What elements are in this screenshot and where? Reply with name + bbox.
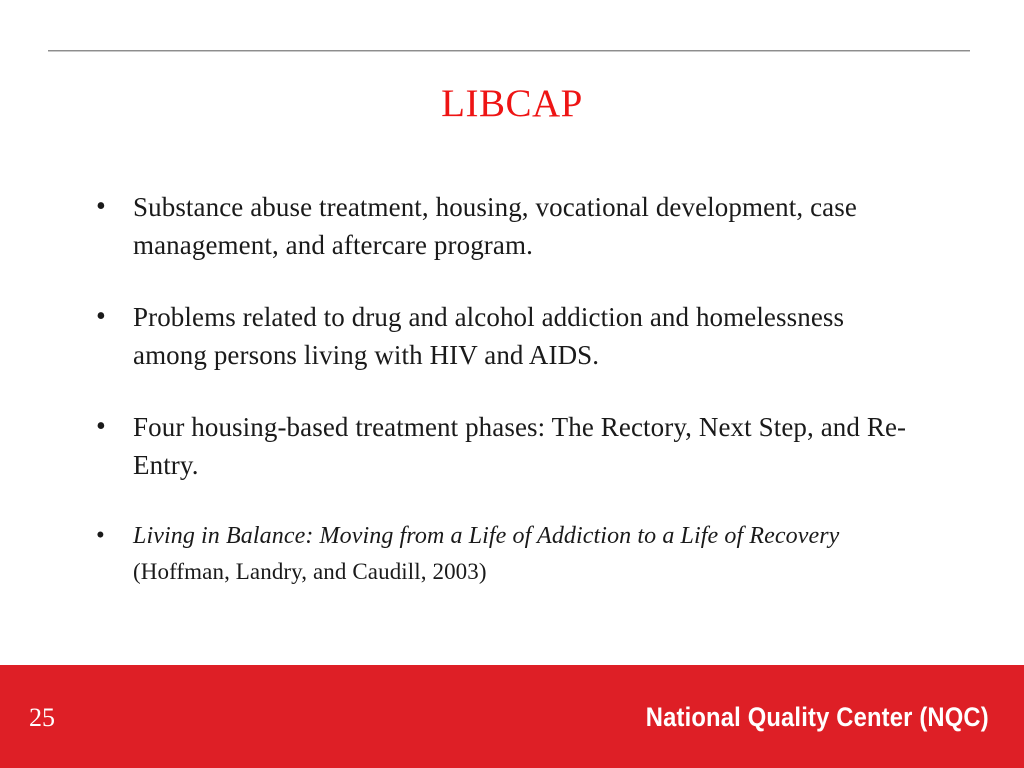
header-divider [48, 50, 970, 52]
page-number: 25 [29, 703, 55, 732]
reference-citation: (Hoffman, Landry, and Caudill, 2003) [133, 559, 487, 584]
reference-title: Living in Balance: Moving from a Life of Addiction to a Life of Recovery [133, 523, 840, 549]
list-item [88, 298, 918, 374]
list-item-text [133, 518, 918, 590]
list-item [88, 408, 918, 484]
bullet-marker-icon: • [96, 522, 105, 549]
list-item [88, 188, 918, 264]
bullet-list [88, 188, 918, 590]
list-item [88, 518, 918, 590]
organization-logo: National Quality Center (NQC) [645, 702, 989, 732]
list-item-text: Four housing-based treatment phases: The Rectory, Next Step, and Re-Entry. [133, 412, 907, 480]
bullet-marker-icon: • [96, 191, 106, 222]
page-title: LIBCAP [441, 82, 583, 125]
bullet-marker-icon: • [96, 301, 106, 332]
bullet-marker-icon: • [96, 411, 106, 442]
list-item-text: Substance abuse treatment, housing, vocational development, case management, and aftercare program. [133, 192, 857, 260]
footer-bar [0, 665, 1024, 768]
list-item-text: Problems related to drug and alcohol addiction and homelessness among persons living with HIV and AIDS. [133, 302, 845, 370]
